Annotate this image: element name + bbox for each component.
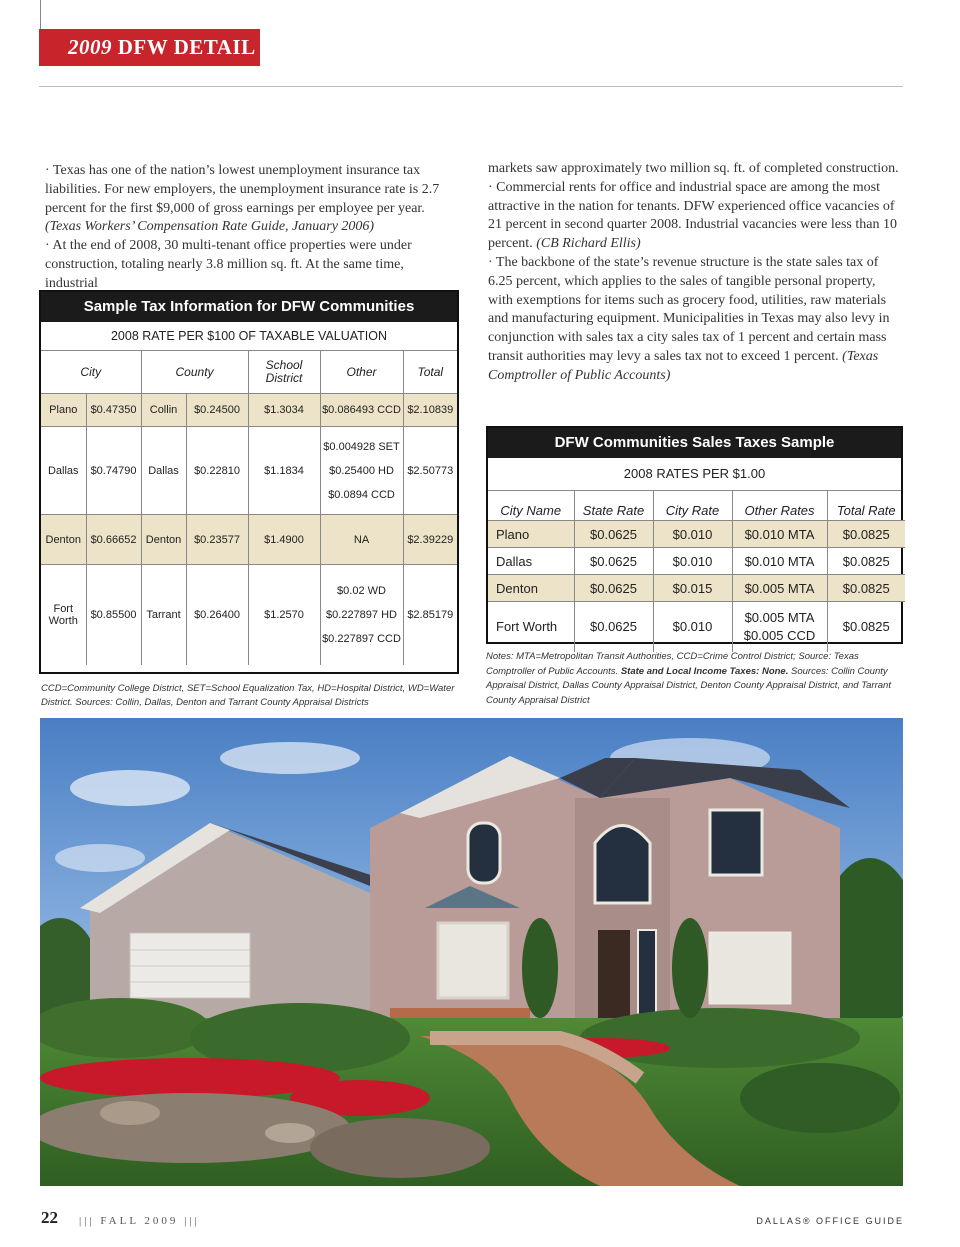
cell-cityrate: $0.010: [653, 548, 732, 575]
other-line: $0.005 CCD: [743, 628, 816, 643]
house-photo: [40, 718, 903, 1186]
cell-city-rate: $0.47350: [86, 394, 141, 427]
cell-other: [732, 575, 827, 602]
cell-county: Collin: [141, 394, 186, 427]
other-line: $0.004928 SET: [323, 440, 400, 453]
banner-year: 2009: [68, 35, 112, 59]
other-line: $0.010 MTA: [744, 553, 815, 569]
header-state-rate: State Rate: [574, 491, 653, 521]
paragraph-office-construction: · At the end of 2008, 30 multi-tenant office properties were under construction, totaling nearly 3.8 million sq. ft. At the same time, industrial: [45, 238, 412, 291]
tax-table-notes: CCD=Community College District, SET=School Equalization Tax, HD=Hospital District, WD=Water District. Sources: Collin, Dallas, Denton and Tarrant County Appraisal Districts: [41, 683, 455, 708]
cell-total: $2.85179: [407, 608, 454, 621]
other-line: $0.227897 HD: [326, 608, 397, 621]
cell-state: $0.0625: [574, 548, 653, 575]
tax-table-body: [41, 394, 457, 665]
cell-county-rate: $0.23577: [186, 515, 248, 565]
cell-other: [732, 521, 827, 548]
publication-name: DALLAS® OFFICE GUIDE: [756, 1216, 904, 1226]
cell-other: [320, 515, 403, 565]
table-row: [41, 394, 457, 427]
source-citation: (Texas Workers’ Compensation Rate Guide, January 2006): [45, 219, 375, 235]
source-citation: (CB Richard Ellis): [536, 236, 641, 252]
table-row: [41, 427, 457, 515]
other-line: $0.227897 CCD: [322, 632, 401, 645]
other-line: $0.005 MTA: [744, 610, 815, 625]
cell-city: Denton: [41, 515, 86, 565]
section-banner: [39, 29, 260, 66]
other-line: $0.02 WD: [337, 584, 386, 597]
sales-table-subtitle: 2008 RATES PER $1.00: [488, 458, 901, 491]
cell-county: Dallas: [141, 427, 186, 515]
tax-table-grid: [41, 351, 457, 665]
source-citation: (Texas Comptroller of Public Accounts): [488, 348, 879, 383]
cell-county: Denton: [141, 515, 186, 565]
cell-state: $0.0625: [574, 575, 653, 602]
header-rule: [39, 86, 903, 87]
cell-city-rate: $0.66652: [86, 515, 141, 565]
cell-cityrate: $0.010: [653, 602, 732, 653]
table-row: [488, 602, 905, 653]
cell-county-rate: $0.24500: [186, 394, 248, 427]
issue-label: ||| FALL 2009 |||: [79, 1215, 200, 1227]
header-school-district: School District: [248, 351, 320, 394]
header-county: County: [141, 351, 248, 394]
paragraph-commercial-rents: · Commercial rents for office and industrial space are among the most attractive in the nation for tenants. DFW experienced office vacancies of 21 percent in second quarter 2008. Industrial vacancies were less than 10 percent.: [488, 179, 897, 252]
cell-school-rate: $1.1834: [248, 427, 320, 515]
sales-table-notes: [486, 650, 906, 708]
other-line: $0.086493 CCD: [322, 404, 401, 416]
cell-county-rate: $0.22810: [186, 427, 248, 515]
table-row: [488, 575, 905, 602]
paragraph-sales-tax: · The backbone of the state’s revenue structure is the state sales tax of 6.25 percent, which applies to the sales of tangible personal property, with exemptions for items such as grocery food, utilities, raw materials and manufacturing equipment. Municipalities in Texas may also levy in conjunction with sales tax a city sales tax of 1 percent and certain mass transit authorities may levy a sales tax not to exceed 1 percent.: [488, 254, 890, 364]
header-city-name: City Name: [488, 491, 574, 521]
cell-school-rate: $1.2570: [248, 565, 320, 665]
sales-table-body: [488, 521, 905, 653]
table-row: [488, 548, 905, 575]
paragraph-unemployment: · Texas has one of the nation’s lowest unemployment insurance tax liabilities. For new employers, the unemployment insurance rate is 2.7 percent for the first $9,000 of gross earnings per employee per year.: [45, 163, 440, 216]
cell-city: Dallas: [41, 427, 86, 515]
cell-city: Fort Worth: [41, 565, 86, 665]
cell-state: $0.0625: [574, 602, 653, 653]
cell-total: $0.0825: [842, 619, 890, 634]
header-other: Other: [320, 351, 403, 394]
left-column-text: [45, 162, 457, 294]
cell-total: $2.10839: [403, 394, 457, 427]
other-line: $0.010 MTA: [744, 526, 815, 542]
table-row: [488, 521, 905, 548]
header-vertical-rule: [40, 0, 41, 30]
sales-tax-table: [486, 426, 903, 644]
other-line: $0.25400 HD: [329, 464, 394, 477]
cell-other: [320, 394, 403, 427]
sales-notes-text: Notes: MTA=Metropolitan Transit Authorities, CCD=Crime Control District; Source: Texas Comptroller of Public Accounts.: [486, 651, 859, 677]
cell-city: Denton: [488, 575, 574, 602]
banner-title: DFW DETAIL: [117, 35, 256, 59]
cell-county: Tarrant: [141, 565, 186, 665]
cell-county-rate: $0.26400: [186, 565, 248, 665]
cell-total: $2.50773: [403, 427, 457, 515]
cell-other: [732, 548, 827, 575]
cell-cityrate: $0.015: [653, 575, 732, 602]
cell-total: $0.0825: [827, 521, 905, 548]
page-number: 22: [41, 1208, 58, 1227]
cell-total: $0.0825: [827, 548, 905, 575]
cell-city: Fort Worth: [488, 602, 574, 653]
cell-other: [320, 427, 403, 515]
paragraph-industrial: markets saw approximately two million sq. ft. of completed construction.: [488, 161, 899, 176]
cell-school-rate: $1.4900: [248, 515, 320, 565]
cell-total: $0.0825: [827, 575, 905, 602]
header-total-rate: Total Rate: [827, 491, 905, 521]
table-row: [41, 565, 457, 665]
tax-table-subtitle: 2008 RATE PER $100 OF TAXABLE VALUATION: [41, 322, 457, 351]
other-line: NA: [353, 533, 370, 546]
tax-table-title: Sample Tax Information for DFW Communities: [41, 292, 457, 322]
cell-city-rate: $0.74790: [86, 427, 141, 515]
tax-information-table: [39, 290, 459, 674]
sales-notes-income-tax: State and Local Income Taxes: None.: [620, 665, 789, 677]
header-city: City: [41, 351, 141, 394]
other-line: $0.005 MTA: [744, 580, 815, 596]
table-row: [41, 515, 457, 565]
cell-total: $2.39229: [403, 515, 457, 565]
sales-table-title: DFW Communities Sales Taxes Sample: [488, 428, 901, 458]
header-total: Total: [403, 351, 457, 394]
cell-city: Plano: [41, 394, 86, 427]
cell-city: Plano: [488, 521, 574, 548]
other-line: $0.0894 CCD: [328, 488, 395, 501]
sales-notes-sources: Sources: Collin County Appraisal District, Dallas County Appraisal District, Denton County Appraisal District, and Tarrant County Appraisal District: [486, 665, 891, 706]
cell-city-rate: $0.85500: [86, 565, 141, 665]
cell-state: $0.0625: [574, 521, 653, 548]
cell-other: [320, 565, 403, 665]
right-column-text: [488, 160, 900, 386]
cell-cityrate: $0.010: [653, 521, 732, 548]
sales-table-grid: [488, 491, 905, 652]
cell-other: [732, 602, 827, 653]
cell-school-rate: $1.3034: [248, 394, 320, 427]
header-other-rates: Other Rates: [732, 491, 827, 521]
header-city-rate: City Rate: [653, 491, 732, 521]
cell-city: Dallas: [488, 548, 574, 575]
